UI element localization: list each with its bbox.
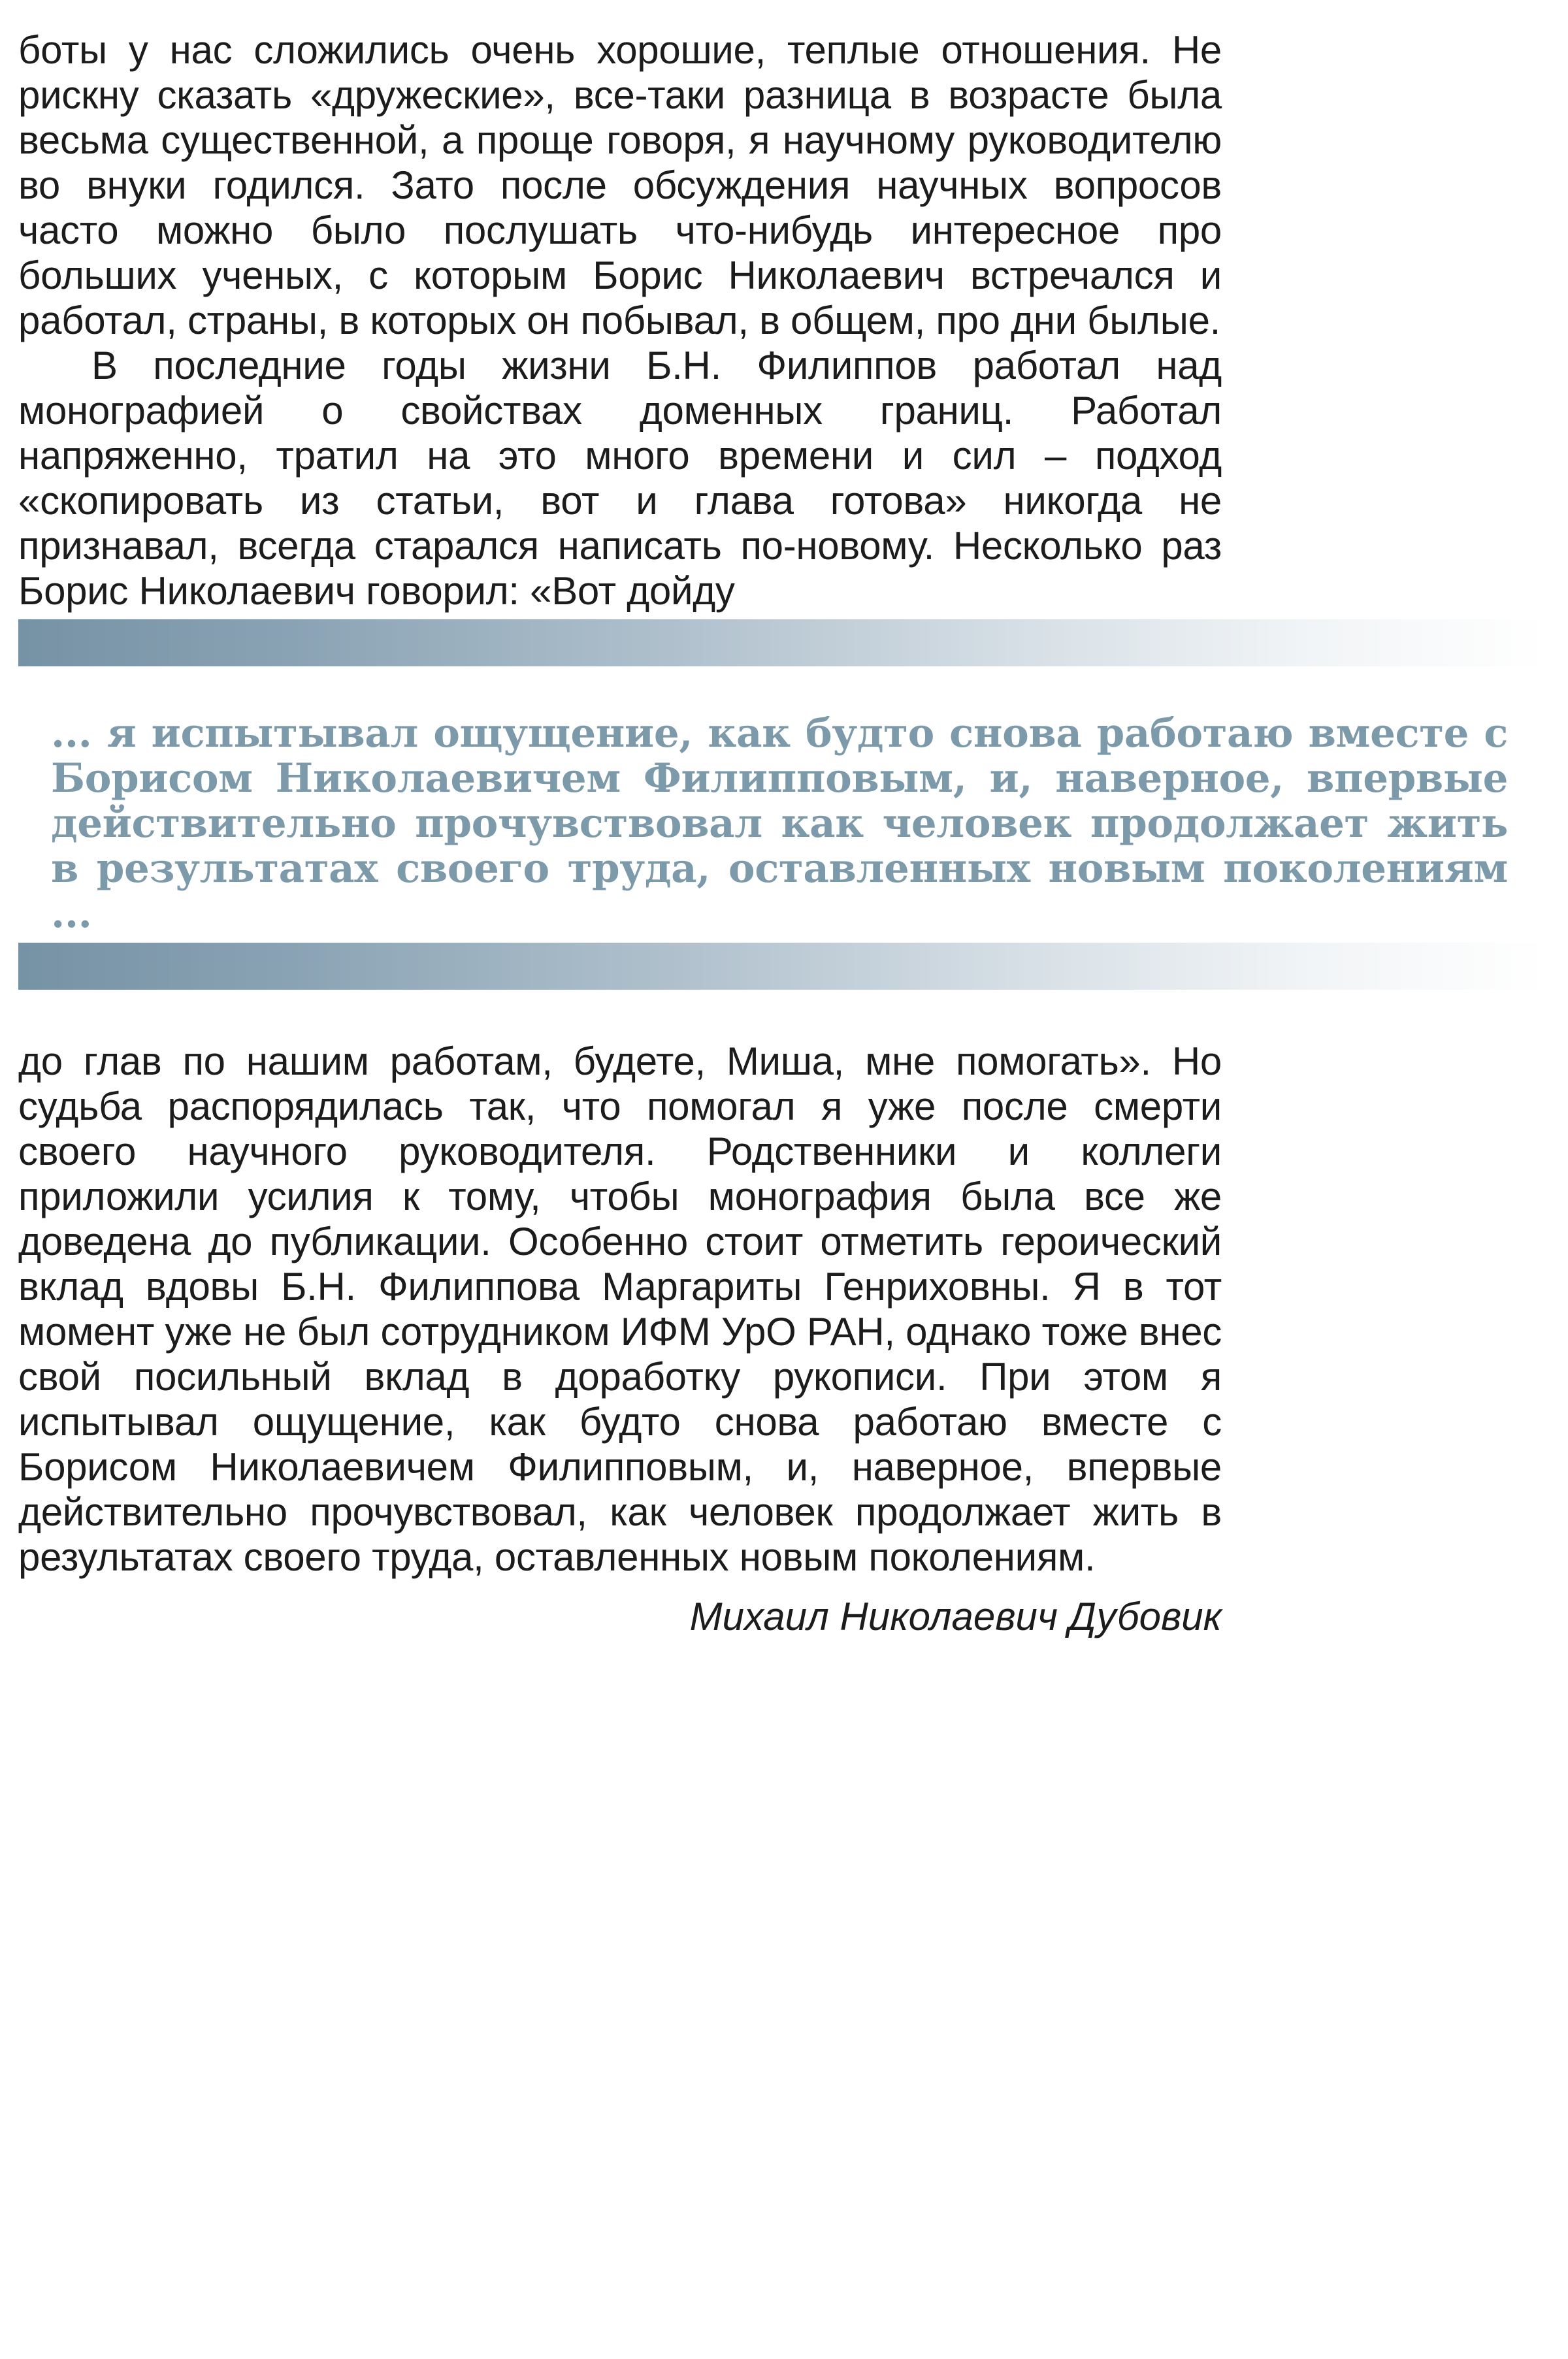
- author-signature: Михаил Николаевич Дубовик: [689, 1595, 1222, 1638]
- text-column-bottom: [18, 1039, 1222, 1580]
- pull-quote: ... я испытывал ощущение, как будто снова работаю вместе с Борисом Николаевичем Филипповым, и, наверное, впервые действительно прочувствовал как человек продолжает жить в результатах своего труда, оставленных новым поколениям ...: [51, 710, 1508, 937]
- paragraph-1: боты у нас сложились очень хорошие, теплые отношения. Не рискну сказать «дружеские», все-таки разница в возрасте была весьма существенной, а проще говоря, я научному руководителю во внуки годился. Зато после обсуждения научных вопросов часто можно было послушать что-нибудь интересное про больших ученых, с которым Борис Николаевич встречался и работал, страны, в которых он побывал, в общем, про дни былые.: [18, 28, 1222, 342]
- paragraph-3: до глав по нашим работам, будете, Миша, мне помогать». Но судьба распорядилась так, что помогал я уже после смерти своего научного руководителя. Родственники и коллеги приложили усилия к тому, чтобы монография была все же доведена до публикации. Особенно стоит отметить героический вклад вдовы Б.Н. Филиппова Маргариты Генриховны. Я в тот момент уже не был сотрудником ИФМ УрО РАН, однако тоже внес свой посильный вклад в доработку рукописи. При этом я испытывал ощущение, как будто снова работаю вместе с Борисом Николаевичем Филипповым, и, наверное, впервые действительно прочувствовал, как человек продолжает жить в результатах своего труда, оставленных новым поколениям.: [18, 1039, 1222, 1579]
- quote-band-top: [18, 619, 1547, 666]
- text-column-top: [18, 27, 1222, 613]
- paragraph-2: В последние годы жизни Б.Н. Филиппов работал над монографией о свойствах доменных границ. Работал напряженно, тратил на это много времени и сил – подход «скопировать из статьи, вот и глава готова» никогда не признавал, всегда старался написать по-новому. Несколько раз Борис Николаевич говорил: «Вот дойду: [18, 344, 1222, 613]
- quote-band-bottom: [18, 943, 1547, 990]
